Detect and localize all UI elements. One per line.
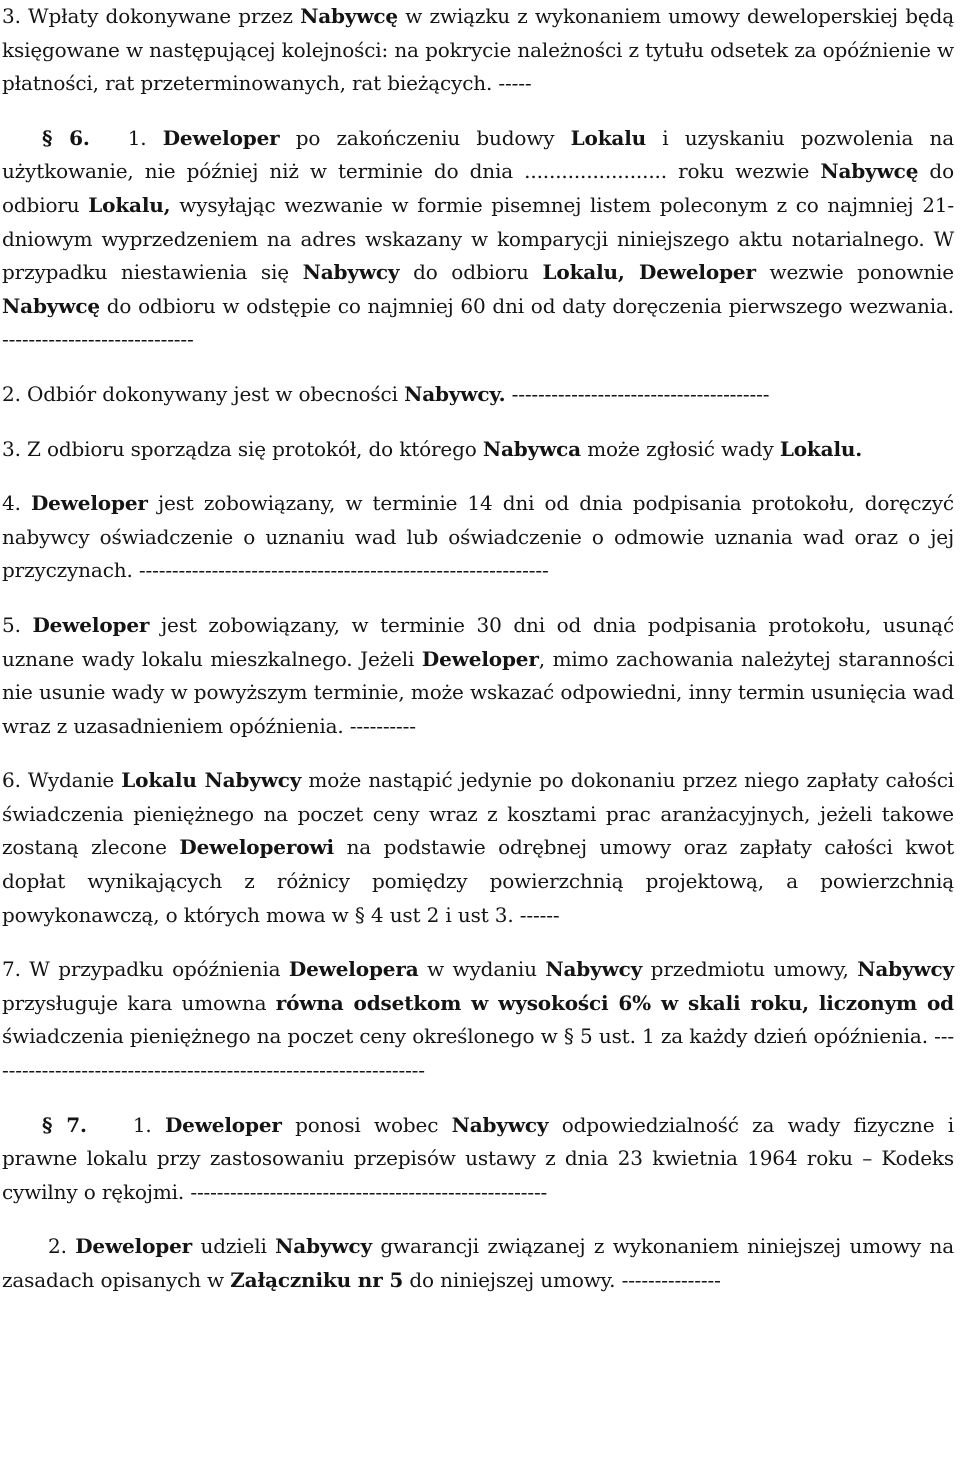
text-run: gwarancji związanej z wykonaniem niniejszej umowy na zasadach opisanych w [2,1234,954,1292]
bold-term: Nabywcę [820,159,919,184]
text-run: jest zobowiązany, w terminie 30 dni od dnia podpisania protokołu, usunąć uznane wady lokalu mieszkalnego. Jeżeli [2,612,954,671]
text-run: 6. Wydanie [2,768,122,793]
bold-term: Deweloper [32,612,150,637]
section-number: § 6. [42,125,90,150]
text-run: odpowiedzialność za wady fizyczne i prawne lokalu przy zastosowaniu przepisów ustawy z dnia 23 kwietnia 1964 roku – Kodeks cywilny o rękojmi. ------------------------------------------------------ [2,1112,954,1204]
text-run: 5. [2,612,33,637]
text-run: do odbioru w odstępie co najmniej 60 dni od daty doręczenia pierwszego wezwania. ----------------------------- [2,293,954,352]
text-run: wysyłając wezwanie w formie pisemnej listem poleconym z co najmniej 21-dniowym wyprzedzeniem na adres wskazany w komparycji niniejszego aktu notarialnego. W przypadku niestawienia się [2,192,954,285]
text-run: 2. Odbiór dokonywany jest w obecności [2,381,405,406]
text-run: do odbioru [399,260,543,285]
bold-term: Załączniku nr 5 [230,1268,404,1292]
bold-term: Lokalu Nabywcy [121,768,302,793]
bold-term: Deweloperowi [179,835,334,860]
text-run: może nastąpić jedynie po dokonaniu przez niego zapłaty całości świadczenia pieniężnego na poczet ceny wraz z kosztami prac aranżacyjnych, jeżeli takowe zostaną zlecone [2,768,955,860]
text-run: ponosi wobec [281,1112,452,1137]
paragraph-section-6-6 [2,764,954,932]
text-run: 4. [2,491,31,516]
bold-term: Dewelopera [288,957,419,982]
paragraph-payment-order [2,0,954,101]
bold-term: równa odsetkom w wysokości 6% w skali roku, liczonym od [275,990,955,1015]
paragraph-section-6-5 [2,609,954,743]
text-run: i uzyskaniu pozwolenia na użytkowanie, nie później niż w terminie do dnia ....................... roku wezwie [2,125,954,184]
text-run: w związku z wykonaniem umowy deweloperskiej będą księgowane w następującej kolejności: na pokrycie należności z tytułu odsetek za opóźnienie w płatności, rat przeterminowanych, rat bieżących. ----- [2,4,954,96]
text-run: , mimo zachowania należytej staranności nie usunie wady w powyższym terminie, może wskazać odpowiedni, inny termin usunięcia wad wraz z uzasadnieniem opóźnienia. ---------- [2,646,955,738]
bold-term: Nabywca [482,436,581,461]
text-run: udzieli [192,1234,276,1259]
bold-term: Lokalu. [779,436,863,461]
text-run: przedmiotu umowy, [642,957,858,982]
bold-term: Lokalu [570,125,647,150]
text-run: 1. [127,125,163,150]
bold-term: Deweloper [421,646,539,671]
bold-term: Nabywcy [451,1112,549,1137]
bold-term: Nabywcy. [404,381,506,406]
text-run: na podstawie odrębnej umowy oraz zapłaty całości kwot dopłat wynikających z różnicy pomiędzy powierzchnią projektową, a powierzchnią powykonawczą, o których mowa w § 4 ust 2 i ust 3. ------ [2,835,954,927]
paragraph-section-6-7 [2,953,954,1087]
text-run: może zgłosić wady [580,436,780,461]
text-run: przysługuje kara umowna [2,990,276,1015]
text-run: 3. Z odbioru sporządza się protokół, do którego [2,436,483,461]
paragraph-section-7-1 [2,1109,954,1210]
bold-term: Nabywcy [302,260,400,285]
bold-term: Deweloper [164,1112,282,1137]
bold-term: Deweloper [162,125,280,150]
bold-term: Deweloper [30,491,148,516]
text-run: jest zobowiązany, w terminie 14 dni od dnia podpisania protokołu, doręczyć nabywcy oświadczenie o uznaniu wad lub oświadczenie o odmowie uznania wad oraz o jej przyczynach. -------------------------------------------------------------- [2,491,954,583]
text-run: do niniejszej umowy. --------------- [403,1268,721,1292]
text-run: 3. Wpłaty dokonywane przez [2,4,301,28]
text-run: 1. [132,1112,165,1137]
paragraph-section-6-4 [2,487,954,588]
section-number: § 7. [42,1112,87,1137]
text-run: 2. [48,1234,76,1259]
paragraph-section-6-3 [2,433,954,467]
paragraph-section-6-2 [2,378,954,412]
text-run: wezwie ponownie [755,260,954,285]
text-run: po zakończeniu budowy [279,125,571,150]
text-run: --------------------------------------- [505,381,770,406]
text-run: 7. W przypadku opóźnienia [2,957,289,982]
bold-term: Nabywcy [275,1234,372,1259]
bold-term: Lokalu, Deweloper [542,260,756,285]
bold-term: Nabywcy [857,957,954,982]
bold-term: Deweloper [75,1234,193,1259]
bold-term: Nabywcę [2,293,100,318]
paragraph-section-6-1 [2,122,954,357]
text-run: do odbioru [2,159,954,217]
bold-term: Nabywcę [300,4,398,28]
bold-term: Nabywcy [545,957,643,982]
paragraph-section-7-2 [2,1230,954,1297]
bold-term: Lokalu, [88,192,171,217]
text-run: w wydaniu [418,957,546,982]
text-run: świadczenia pieniężnego na poczet ceny określonego w § 5 ust. 1 za każdy dzień opóźnienia. ------------------------------------------------------------------- [2,1024,954,1083]
